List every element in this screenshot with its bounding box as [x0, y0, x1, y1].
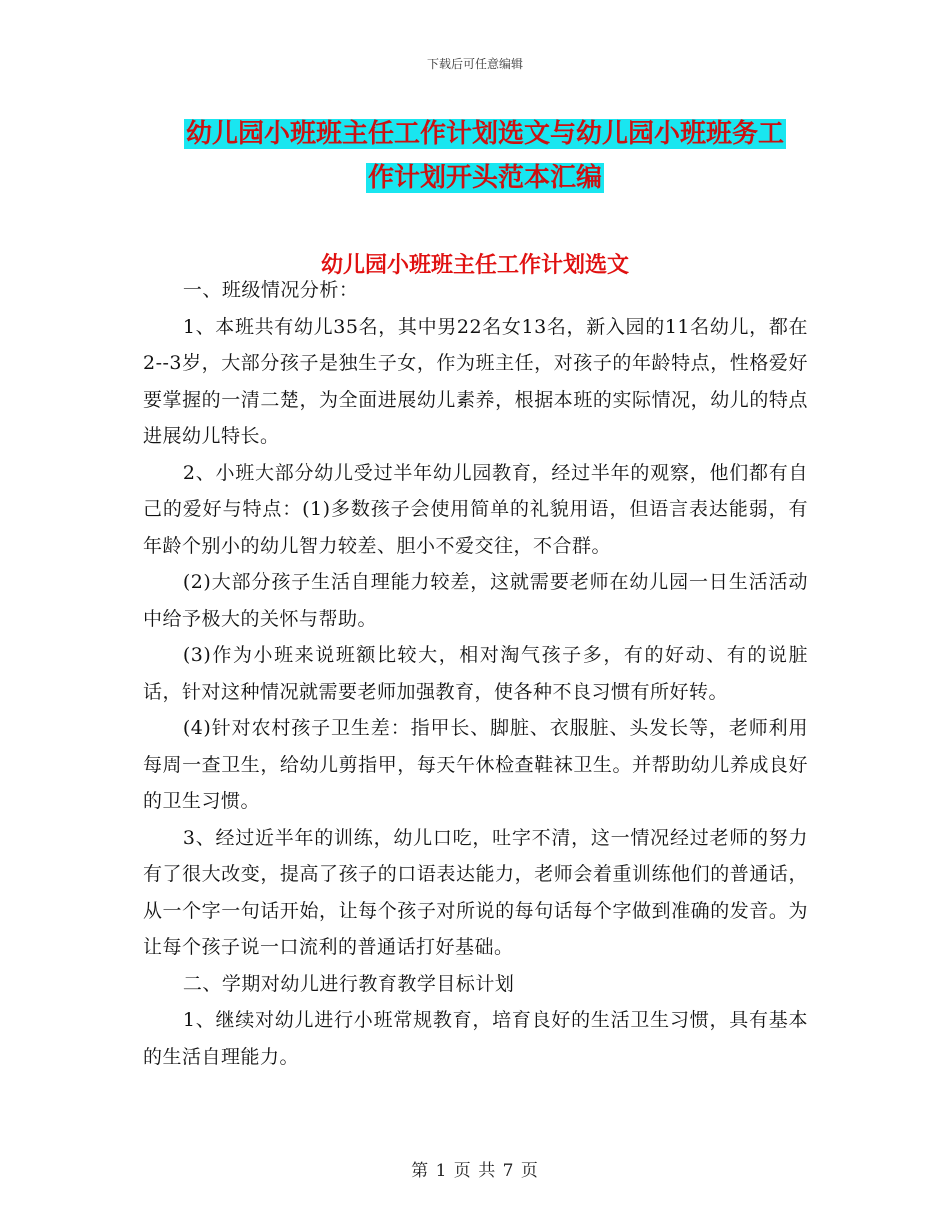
page-footer-page-number: 第 1 页 共 7 页	[411, 1161, 539, 1181]
document-title-line-2: 作计划开头范本汇编	[367, 163, 602, 193]
section-title: 幼儿园小班班主任工作计划选文	[320, 253, 629, 278]
paragraph: (3)作为小班来说班额比较大，相对淘气孩子多，有的好动、有的说脏话，针对这种情况就需要老师加强教育，使各种不良习惯有所好转。	[143, 644, 808, 703]
page-header-note: 下载后可任意编辑	[426, 57, 523, 71]
paragraph: 2、小班大部分幼儿受过半年幼儿园教育，经过半年的观察，他们都有自己的爱好与特点：(1)多数孩子会使用简单的礼貌用语，但语言表达能弱，有年龄个别小的幼儿智力较差、胆小不爱交往，不合群。	[143, 461, 808, 557]
paragraph: (4)针对农村孩子卫生差：指甲长、脚脏、衣服脏、头发长等，老师利用每周一查卫生，给幼儿剪指甲，每天午休检查鞋袜卫生。并帮助幼儿养成良好的卫生习惯。	[143, 717, 808, 812]
document-body	[143, 272, 808, 1075]
heading-class-analysis: 一、班级情况分析：	[182, 279, 359, 301]
document-title	[160, 112, 810, 200]
document-title-line-1: 幼儿园小班班主任工作计划选文与幼儿园小班班务工	[185, 119, 784, 149]
paragraph: 1、本班共有幼儿35名，其中男22名女13名，新入园的11名幼儿，都在2--3岁，大部分孩子是独生子女，作为班主任，对孩子的年龄特点，性格爱好要掌握的一清二楚，为全面进展幼儿素养，根据本班的实际情况，幼儿的特点进展幼儿特长。	[143, 315, 808, 447]
paragraph: (2)大部分孩子生活自理能力较差，这就需要老师在幼儿园一日生活活动中给予极大的关怀与帮助。	[143, 571, 808, 630]
heading-teaching-goals: 二、学期对幼儿进行教育教学目标计划	[182, 972, 515, 995]
paragraph: 3、经过近半年的训练，幼儿口吃，吐字不清，这一情况经过老师的努力有了很大改变，提高了孩子的口语表达能力，老师会着重训练他们的普通话，从一个字一句话开始，让每个孩子对所说的每句话每个字做到准确的发音。为让每个孩子说一口流利的普通话打好基础。	[143, 826, 808, 958]
paragraph: 1、继续对幼儿进行小班常规教育，培育良好的生活卫生习惯，具有基本的生活自理能力。	[143, 1009, 808, 1068]
